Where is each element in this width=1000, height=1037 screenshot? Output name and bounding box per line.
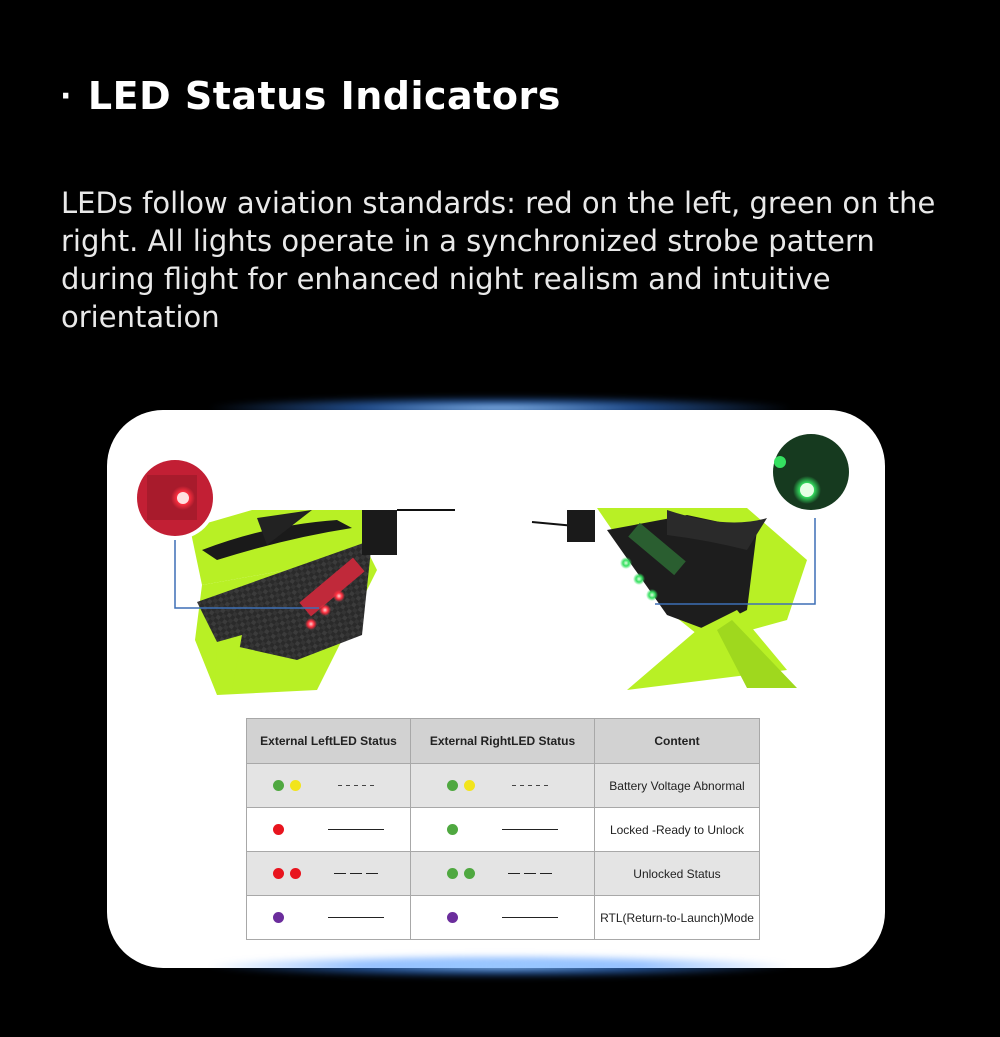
- blink-pattern-dashed: [501, 873, 559, 875]
- table-header-row: [247, 719, 760, 764]
- left-led-indicator-cell: [247, 764, 411, 808]
- right-led-indicator-cell: [411, 896, 595, 940]
- led-dot-green: [447, 824, 458, 835]
- led-dot-green: [464, 868, 475, 879]
- status-content-text: Unlocked Status: [595, 852, 760, 896]
- left-arm-photo: [133, 456, 455, 695]
- description-text: LEDs follow aviation standards: red on the left, green on the right. All lights operate in a synchronized strobe pattern during flight for enhanced night realism and intuitive orientation: [61, 186, 936, 334]
- led-status-table-wrap: [246, 718, 760, 940]
- header-right-led: External RightLED Status: [411, 719, 595, 764]
- led-dot-green: [447, 868, 458, 879]
- led-dot-purple: [273, 912, 284, 923]
- led-dot-yellow: [464, 780, 475, 791]
- status-content-text: RTL(Return-to-Launch)Mode: [595, 896, 760, 940]
- blink-pattern-dashed: [327, 873, 385, 875]
- heading-title: LED Status Indicators: [87, 74, 561, 118]
- right-led-indicator-cell: [411, 808, 595, 852]
- led-dot-red: [290, 868, 301, 879]
- table-row: [247, 808, 760, 852]
- header-left-led: External LeftLED Status: [247, 719, 411, 764]
- led-dot-red: [273, 824, 284, 835]
- led-dot-yellow: [290, 780, 301, 791]
- table-row: [247, 896, 760, 940]
- product-card: [107, 410, 885, 968]
- blink-pattern-solid: [327, 829, 385, 830]
- status-content-text: Locked -Ready to Unlock: [595, 808, 760, 852]
- left-led-indicator-cell: [247, 808, 411, 852]
- blink-pattern-solid: [327, 917, 385, 918]
- bottom-glow-line: [210, 954, 790, 978]
- led-dot-red: [273, 868, 284, 879]
- table-row: [247, 852, 760, 896]
- blink-pattern-dotted: [501, 785, 559, 786]
- drone-led-photo: [107, 410, 885, 710]
- led-dot-green: [447, 780, 458, 791]
- right-led-indicator-cell: [411, 852, 595, 896]
- status-content-text: Battery Voltage Abnormal: [595, 764, 760, 808]
- blink-pattern-solid: [501, 829, 559, 830]
- right-arm-photo: [532, 430, 853, 690]
- blink-pattern-solid: [501, 917, 559, 918]
- table-row: [247, 764, 760, 808]
- blink-pattern-dotted: [327, 785, 385, 786]
- left-led-indicator-cell: [247, 896, 411, 940]
- led-status-table: [246, 718, 760, 940]
- left-led-indicator-cell: [247, 852, 411, 896]
- right-led-indicator-cell: [411, 764, 595, 808]
- heading-bullet: ·: [60, 78, 72, 114]
- led-dot-purple: [447, 912, 458, 923]
- section-heading: [60, 74, 561, 118]
- led-dot-green: [273, 780, 284, 791]
- header-content: Content: [595, 719, 760, 764]
